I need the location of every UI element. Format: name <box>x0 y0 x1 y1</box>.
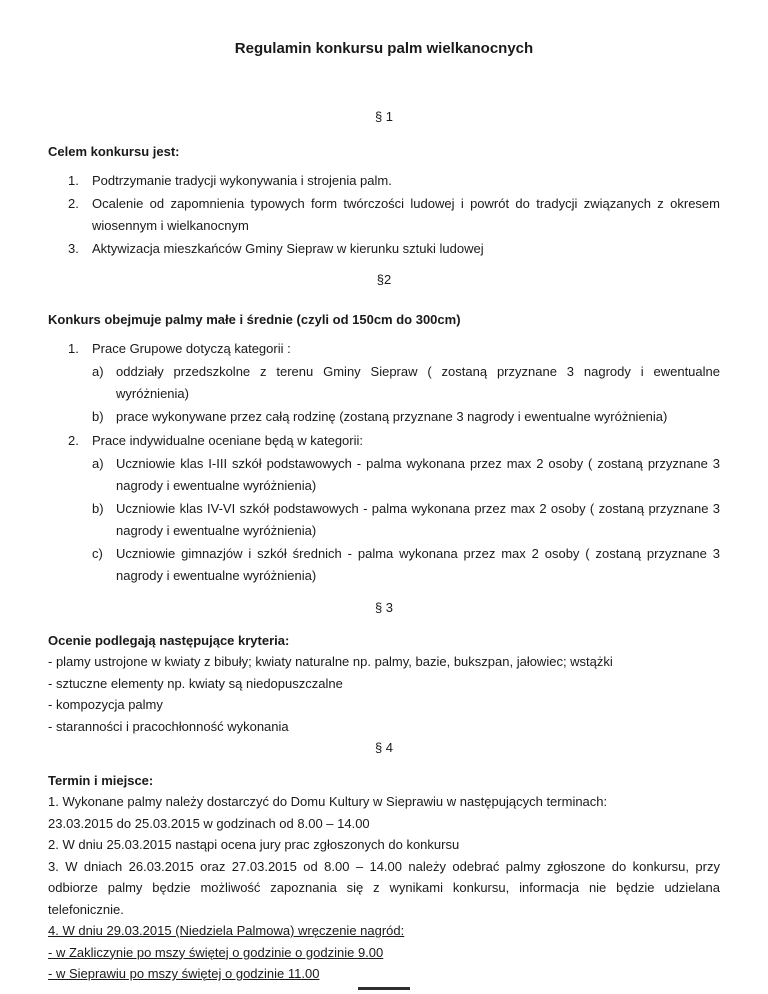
list-item-number: 1. <box>68 340 79 356</box>
list-item-text: Prace Grupowe dotyczą kategorii : <box>92 340 291 356</box>
criteria-line: - kompozycja palmy <box>48 697 163 712</box>
criteria-line: - sztuczne elementy np. kwiaty są niedopuszczalne <box>48 675 343 691</box>
list-item-text: Aktywizacja mieszkańców Gminy Siepraw w kierunku sztuki ludowej <box>92 241 484 256</box>
list-item-text: Uczniowie klas I-III szkół podstawowych - palma wykonana przez max 2 osoby ( zostaną przyznane 3 nagrody i ewentualne wyróżnienia) <box>116 456 720 493</box>
list-item-text: Ocalenie od zapomnienia typowych form twórczości ludowej i powrót do tradycji związanych z okresem wiosennym i wielkanocnym <box>92 196 720 233</box>
section-3-marker: § 3 <box>374 600 394 615</box>
section-4-marker: § 4 <box>374 740 394 755</box>
paragraph-line: 3. W dniach 26.03.2015 oraz 27.03.2015 od 8.00 – 14.00 należy odebrać palmy zgłoszone do konkursu, przy odbiorze palmy będzie możliwość zapoznania się z wynikami konkursu, informacja nie będzie udzielana telefonicznie. <box>48 858 720 917</box>
list-item-number: c) <box>92 546 103 561</box>
list-item <box>68 193 720 236</box>
list-item-number: a) <box>92 364 104 379</box>
section-4-body <box>48 791 720 985</box>
list-item <box>68 430 720 452</box>
list-item-number: b) <box>92 409 104 424</box>
section-3-criteria <box>48 651 720 737</box>
paragraph-line: 2. W dniu 25.03.2015 nastąpi ocena jury prac zgłoszonych do konkursu <box>48 837 460 852</box>
section-1-list <box>48 170 720 260</box>
list-item <box>68 170 720 192</box>
list-item-number: 3. <box>68 241 79 256</box>
criteria-line: - staranności i pracochłonność wykonania <box>48 718 289 734</box>
list-item-text: oddziały przedszkolne z terenu Gminy Siepraw ( zostaną przyznane 3 nagrody i ewentualne wyróżnienia) <box>116 364 720 401</box>
list-item <box>92 543 720 586</box>
section-1-heading: Celem konkursu jest: <box>48 144 180 159</box>
section-3-heading: Ocenie podlegają następujące kryteria: <box>48 632 290 648</box>
list-item-text: Uczniowie klas IV-VI szkół podstawowych - palma wykonana przez max 2 osoby ( zostaną przyznane 3 nagrody i ewentualne wyróżnienia) <box>116 501 720 538</box>
list-item <box>92 453 720 496</box>
footer-bar <box>358 987 410 990</box>
list-item-text: Prace indywidualne oceniane będą w kategorii: <box>92 432 364 448</box>
criteria-line: - plamy ustrojone w kwiaty z bibuły; kwiaty naturalne np. palmy, bazie, bukszpan, jałowiec; wstążki <box>48 654 613 669</box>
list-item-number: 1. <box>68 172 79 188</box>
section-2-marker: §2 <box>376 271 392 287</box>
list-item <box>92 406 720 428</box>
list-item <box>68 338 720 360</box>
list-item <box>92 498 720 541</box>
list-item <box>68 238 720 260</box>
section-2-list <box>48 338 720 587</box>
list-item-number: 2. <box>68 432 79 448</box>
section-2-heading: Konkurs obejmuje palmy małe i średnie (czyli od 150cm do 300cm) <box>48 312 461 327</box>
underlined-line: - w Zakliczynie po mszy świętej o godzinie o godzinie 9.00 <box>48 944 384 960</box>
list-item-text: Uczniowie gimnazjów i szkół średnich - palma wykonana przez max 2 osoby ( zostaną przyznane 3 nagrody i ewentualne wyróżnienia) <box>116 546 720 583</box>
list-item-text: Podtrzymanie tradycji wykonywania i strojenia palm. <box>92 172 392 188</box>
paragraph-line: 23.03.2015 do 25.03.2015 w godzinach od 8.00 – 14.00 <box>48 815 370 831</box>
list-item-number: 2. <box>68 196 79 211</box>
section-4-heading: Termin i miejsce: <box>48 772 154 788</box>
paragraph-line: 1. Wykonane palmy należy dostarczyć do Domu Kultury w Sieprawiu w następujących terminach: <box>48 794 608 809</box>
underlined-line: - w Sieprawiu po mszy świętej o godzinie 11.00 <box>48 966 320 981</box>
list-item-text: prace wykonywane przez całą rodzinę (zostaną przyznane 3 nagrody i ewentualne wyróżnienia) <box>116 409 668 424</box>
document-title: Regulamin konkursu palm wielkanocnych <box>234 40 534 57</box>
list-item <box>92 361 720 404</box>
list-item-number: b) <box>92 501 104 516</box>
underlined-line: 4. W dniu 29.03.2015 (Niedziela Palmowa) wręczenie nagród: <box>48 923 405 938</box>
section-1-marker: § 1 <box>374 108 394 124</box>
list-item-number: a) <box>92 456 104 471</box>
